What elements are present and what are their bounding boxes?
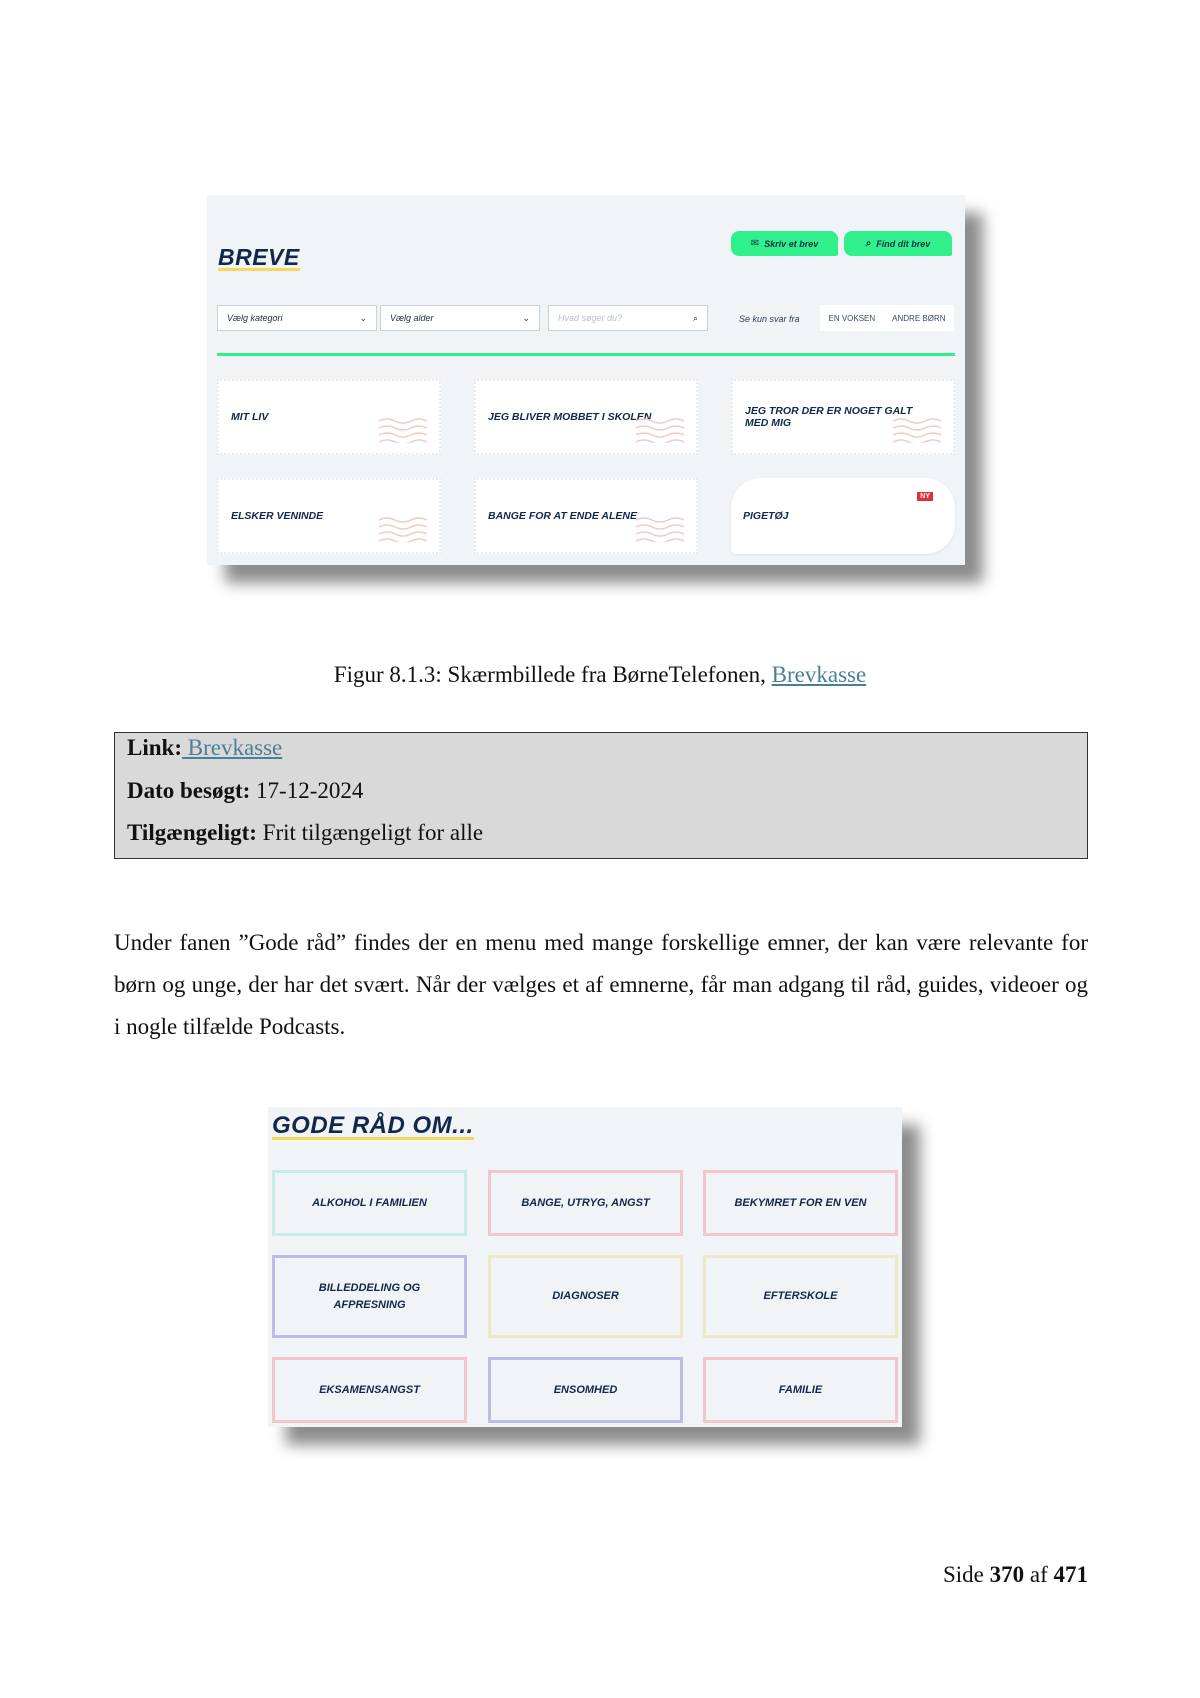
answer-filter-children[interactable]: ANDRE BØRN [892,313,946,323]
postmark-wave-icon [634,415,684,443]
info-link-label: Link: [127,735,182,760]
letter-title: BANGE FOR AT ENDE ALENE [488,510,637,522]
search-icon: ⌕ [692,312,698,323]
letter-title: ELSKER VENINDE [231,510,324,522]
topic-tile[interactable] [703,1170,898,1236]
letter-title: MIT LIV [231,411,269,423]
topic-tile[interactable] [272,1357,467,1423]
page-prefix: Side [942,1562,990,1587]
topic-tile[interactable] [488,1255,683,1338]
topic-tile[interactable] [272,1170,467,1236]
write-letter-button[interactable] [731,231,838,256]
caption-link[interactable]: Brevkasse [771,662,867,687]
search-input[interactable] [548,305,708,331]
page-current: 370 [989,1562,1025,1587]
topic-label: EKSAMENSANGST [319,1383,420,1396]
write-letter-label: Skriv et brev [764,238,819,249]
info-link[interactable]: Brevkasse [181,735,283,760]
answer-filter-toggle [820,305,954,331]
info-date-label: Dato besøgt: [127,778,251,803]
caption-text: Figur 8.1.3: Skærmbillede fra BørneTelefonen, [333,662,766,687]
info-box [114,732,1088,859]
topic-tile[interactable] [272,1255,467,1338]
answer-filter-adult[interactable]: EN VOKSEN [828,313,876,323]
search-placeholder: Hvad søger du? [558,313,623,323]
brevkasse-screenshot [207,195,965,565]
info-access-value: Frit tilgængeligt for alle [256,820,484,845]
category-select-value: Vælg kategori [227,313,283,323]
topic-label: EFTERSKOLE [763,1290,838,1302]
envelope-icon: ✉ [750,238,760,249]
topic-tile[interactable] [703,1357,898,1423]
letter-card[interactable] [217,379,441,455]
chevron-down-icon: ⌄ [522,312,530,323]
body-paragraph: Under fanen ”Gode råd” findes der en menu med mange forskellige emner, der kan være relevante for børn og unge, der har det svært. Når der vælges et af emnerne, får man adgang til råd, guides, videoer og i nogle tilfælde Podcasts. [114,930,1088,1039]
divider [217,353,955,356]
postmark-wave-icon [377,415,427,443]
topic-label: BANGE, UTRYG, ANGST [521,1196,650,1209]
new-badge: NY [917,492,933,501]
search-icon: ⌕ [865,238,872,249]
page-middle: af [1024,1562,1054,1587]
gode-raad-screenshot [268,1107,902,1427]
letter-card[interactable] [731,379,955,455]
info-date-row [127,778,363,804]
page-number [943,1562,1088,1588]
topic-label: BILLEDDELING OG AFPRESNING [318,1281,421,1311]
topic-tile[interactable] [703,1255,898,1338]
letter-card[interactable] [474,478,698,554]
letter-card[interactable] [474,379,698,455]
find-letter-button[interactable] [844,231,952,256]
find-letter-label: Find dit brev [876,238,931,249]
breve-title: BREVE [218,244,300,270]
topic-label: BEKYMRET FOR EN VEN [734,1196,867,1209]
info-access-label: Tilgængeligt: [127,820,257,845]
topic-label: ALKOHOL I FAMILIEN [312,1196,427,1209]
answer-filter-label: Se kun svar fra [739,314,800,324]
topic-label: DIAGNOSER [552,1290,619,1302]
age-select[interactable] [380,305,540,331]
category-select[interactable] [217,305,377,331]
topic-label: ENSOMHED [553,1383,618,1396]
info-link-row [127,735,282,761]
topic-label: FAMILIE [778,1383,823,1396]
letter-title: JEG TROR DER ER NOGET GALT MED MIG [745,405,913,429]
letter-card-new[interactable] [731,478,955,554]
postmark-wave-icon [634,514,684,542]
info-access-row [127,820,483,846]
chevron-down-icon: ⌄ [359,312,367,323]
age-select-value: Vælg alder [390,313,434,323]
postmark-wave-icon [377,514,427,542]
postmark-wave-icon [891,415,941,443]
topic-tile[interactable] [488,1357,683,1423]
letter-title: PIGETØJ [743,510,789,522]
gode-raad-title: GODE RÅD OM... [272,1112,474,1139]
letter-title: JEG BLIVER MOBBET I SKOLEN [488,411,652,423]
topic-tile[interactable] [488,1170,683,1236]
info-date-value: 17-12-2024 [250,778,364,803]
letter-card[interactable] [217,478,441,554]
figure-caption [0,662,1200,688]
page-total: 471 [1053,1562,1088,1587]
